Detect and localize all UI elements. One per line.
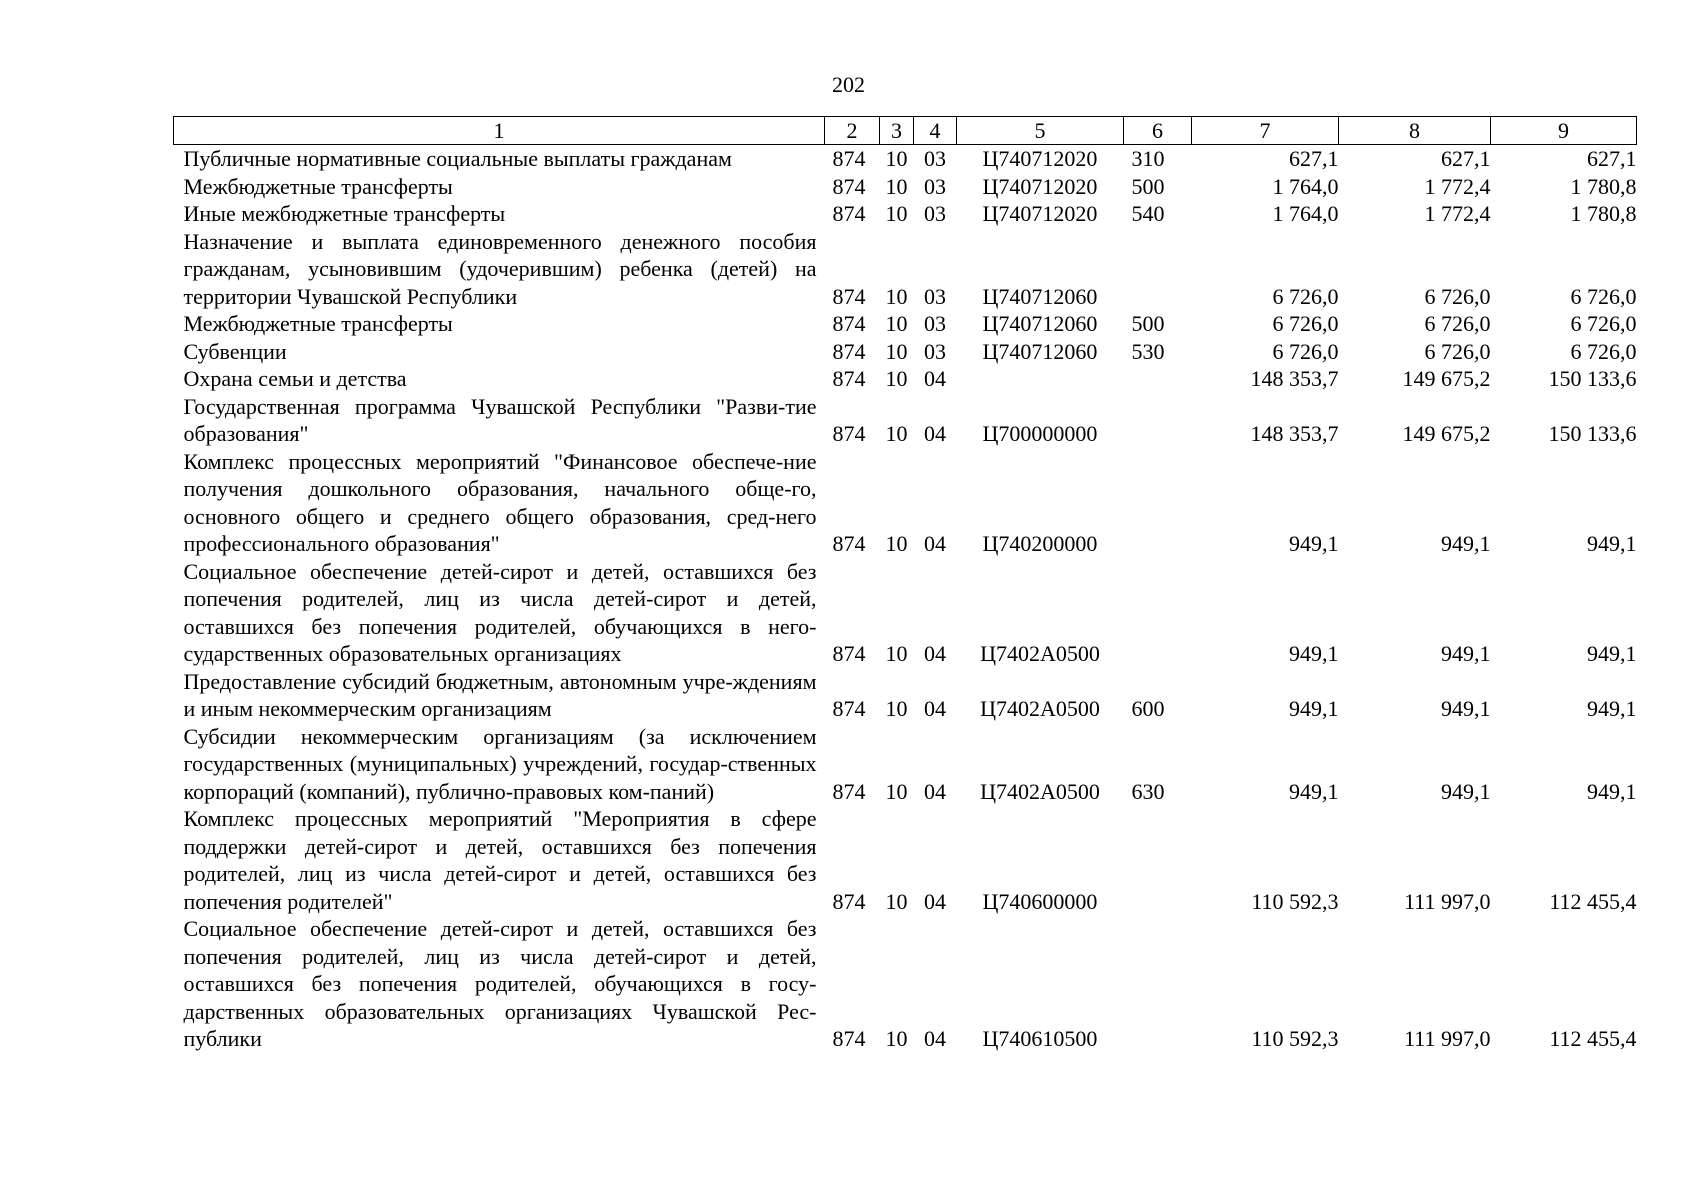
row-name: Субвенции (183, 338, 287, 364)
row-code-section: 10 (885, 421, 908, 446)
page-number: 202 (832, 72, 865, 97)
row-code-section: 10 (885, 531, 908, 556)
column-header-5: 5 (957, 117, 1124, 145)
row-amount-year-3: 150 133,6 (1548, 366, 1637, 391)
row-name: Государственная программа Чувашской Республики "Разви-тие образования" (183, 393, 817, 446)
row-code-expense-type: 500 (1131, 173, 1165, 199)
row-amount-year-3: 6 726,0 (1570, 283, 1637, 309)
row-code-admin: 874 (832, 338, 866, 364)
row-amount-year-1: 6 726,0 (1272, 311, 1339, 336)
row-code-target: Ц740712020 (982, 146, 1098, 171)
row-code-target: Ц740610500 (982, 1026, 1098, 1051)
row-code-target: Ц740712060 (982, 338, 1098, 364)
row-amount-year-3: 1 780,8 (1570, 173, 1637, 199)
row-amount-year-2: 149 675,2 (1402, 366, 1491, 391)
row-name: Иные межбюджетные трансферты (183, 201, 506, 226)
row-code-target: Ц740600000 (982, 888, 1098, 914)
row-code-expense-type: 630 (1131, 778, 1165, 804)
table-row (174, 338, 1637, 366)
row-code-section: 10 (885, 696, 908, 721)
row-code-admin: 874 (832, 778, 866, 804)
column-header-6: 6 (1124, 117, 1192, 145)
row-code-subsection: 04 (924, 888, 946, 914)
row-code-admin: 874 (832, 146, 866, 171)
row-amount-year-3: 949,1 (1587, 778, 1637, 804)
row-amount-year-1: 1 764,0 (1272, 201, 1339, 226)
column-header-2: 2 (825, 117, 880, 145)
row-amount-year-2: 949,1 (1441, 696, 1491, 721)
row-code-subsection: 03 (924, 338, 946, 364)
row-amount-year-2: 949,1 (1441, 641, 1491, 666)
table-row (174, 448, 1637, 558)
row-code-admin: 874 (832, 531, 866, 556)
row-amount-year-1: 110 592,3 (1251, 888, 1339, 914)
row-name: Назначение и выплата единовременного денежного пособия гражданам, усыновившим (удочерившим) ребенка (детей) на территории Чувашской Республики (183, 228, 817, 309)
row-code-subsection: 03 (924, 201, 946, 226)
row-code-subsection: 03 (924, 146, 946, 171)
row-name: Публичные нормативные социальные выплаты гражданам (183, 146, 732, 171)
row-code-subsection: 04 (924, 421, 946, 446)
row-code-section: 10 (885, 146, 908, 171)
row-amount-year-3: 112 455,4 (1549, 888, 1637, 914)
budget-table (173, 116, 1637, 1053)
row-code-target: Ц700000000 (982, 421, 1098, 446)
column-header-1: 1 (174, 117, 825, 145)
row-code-expense-type (1124, 228, 1192, 311)
row-code-section: 10 (885, 888, 908, 914)
row-name: Комплекс процессных мероприятий "Мероприятия в сфере поддержки детей-сирот и детей, оставшихся без попечения родителей, лиц из числа детей-сирот и детей, оставшихся без попечения родителей" (183, 806, 817, 914)
row-amount-year-1: 148 353,7 (1250, 421, 1339, 446)
row-code-target: Ц740712060 (982, 283, 1098, 309)
column-header-9: 9 (1491, 117, 1637, 145)
row-name: Субсидии некоммерческим организациям (за исключением государственных (муниципальных) учреждений, государ-ственных корпораций (компаний), публично-правовых ком-паний) (183, 723, 817, 804)
row-code-admin: 874 (832, 1026, 866, 1051)
row-amount-year-1: 6 726,0 (1272, 283, 1339, 309)
table-row (174, 310, 1637, 338)
row-name: Социальное обеспечение детей-сирот и детей, оставшихся без попечения родителей, лиц из числа детей-сирот и детей, оставшихся без попечения родителей, обучающихся в него-сударственных образовательных организациях (183, 558, 817, 666)
row-code-subsection: 04 (924, 1026, 946, 1051)
row-amount-year-3: 949,1 (1587, 696, 1637, 721)
row-amount-year-1: 949,1 (1289, 531, 1339, 556)
row-amount-year-1: 110 592,3 (1251, 1026, 1339, 1051)
row-amount-year-1: 949,1 (1289, 696, 1339, 721)
table-row (174, 228, 1637, 311)
row-code-target: Ц740712060 (982, 311, 1098, 336)
row-code-section: 10 (885, 338, 908, 364)
row-code-section: 10 (885, 201, 908, 226)
row-amount-year-3: 150 133,6 (1548, 421, 1637, 446)
column-header-8: 8 (1339, 117, 1491, 145)
table-row (174, 915, 1637, 1053)
row-code-subsection: 04 (924, 778, 946, 804)
row-amount-year-1: 1 764,0 (1272, 173, 1339, 199)
row-code-subsection: 03 (924, 311, 946, 336)
row-amount-year-2: 949,1 (1441, 531, 1491, 556)
table-row (174, 805, 1637, 915)
row-amount-year-2: 111 997,0 (1404, 1026, 1491, 1051)
row-code-expense-type: 600 (1131, 696, 1165, 721)
row-code-admin: 874 (832, 696, 866, 721)
row-amount-year-2: 6 726,0 (1424, 338, 1491, 364)
row-amount-year-3: 6 726,0 (1570, 311, 1637, 336)
table-body (174, 145, 1637, 1053)
row-code-section: 10 (885, 641, 908, 666)
row-amount-year-3: 627,1 (1587, 146, 1637, 171)
row-code-expense-type (1124, 448, 1192, 558)
table-row (174, 723, 1637, 806)
row-code-subsection: 04 (924, 696, 946, 721)
row-code-admin: 874 (832, 201, 866, 226)
table-row (174, 668, 1637, 723)
row-amount-year-3: 112 455,4 (1549, 1026, 1637, 1051)
row-code-expense-type: 530 (1131, 338, 1165, 364)
table-header (174, 117, 1637, 145)
table-row (174, 200, 1637, 228)
row-amount-year-1: 949,1 (1289, 641, 1339, 666)
row-code-expense-type: 540 (1131, 201, 1165, 226)
row-code-target (957, 365, 1124, 393)
row-code-admin: 874 (832, 366, 866, 391)
row-amount-year-2: 627,1 (1441, 146, 1491, 171)
row-amount-year-2: 111 997,0 (1404, 888, 1491, 914)
row-name: Межбюджетные трансферты (183, 173, 453, 199)
column-header-4: 4 (914, 117, 957, 145)
table-row (174, 558, 1637, 668)
row-name: Межбюджетные трансферты (183, 311, 453, 336)
row-amount-year-2: 149 675,2 (1402, 421, 1491, 446)
row-code-expense-type (1124, 915, 1192, 1053)
row-code-expense-type (1124, 805, 1192, 915)
row-amount-year-1: 627,1 (1289, 146, 1339, 171)
row-code-subsection: 03 (924, 283, 946, 309)
row-amount-year-3: 949,1 (1587, 531, 1637, 556)
row-code-subsection: 04 (924, 366, 946, 391)
row-code-expense-type (1124, 365, 1192, 393)
row-code-section: 10 (885, 283, 908, 309)
row-code-admin: 874 (832, 283, 866, 309)
table-row (174, 365, 1637, 393)
row-code-admin: 874 (832, 421, 866, 446)
table-row (174, 393, 1637, 448)
row-code-target: Ц740200000 (982, 531, 1098, 556)
row-amount-year-1: 6 726,0 (1272, 338, 1339, 364)
row-code-subsection: 04 (924, 531, 946, 556)
row-code-target: Ц7402А0500 (980, 778, 1100, 804)
row-code-section: 10 (885, 366, 908, 391)
row-code-admin: 874 (832, 641, 866, 666)
row-amount-year-3: 949,1 (1587, 641, 1637, 666)
row-amount-year-2: 1 772,4 (1424, 201, 1491, 226)
row-amount-year-1: 949,1 (1289, 778, 1339, 804)
row-name: Комплекс процессных мероприятий "Финансовое обеспече-ние получения дошкольного образования, начального обще-го, основного общего и среднего общего образования, сред-него профессионального образования" (183, 448, 817, 556)
column-header-7: 7 (1192, 117, 1339, 145)
row-name: Социальное обеспечение детей-сирот и детей, оставшихся без попечения родителей, лиц из числа детей-сирот и детей, оставшихся без попечения родителей, обучающихся в госу-дарственных образовательных организациях Чувашской Рес-публики (183, 916, 817, 1051)
row-code-target: Ц7402А0500 (980, 696, 1100, 721)
row-code-subsection: 03 (924, 173, 946, 199)
row-amount-year-2: 6 726,0 (1424, 283, 1491, 309)
row-code-admin: 874 (832, 173, 866, 199)
row-code-section: 10 (885, 1026, 908, 1051)
row-amount-year-1: 148 353,7 (1250, 366, 1339, 391)
row-code-target: Ц7402А0500 (980, 641, 1100, 666)
table-row (174, 173, 1637, 201)
row-code-target: Ц740712020 (982, 201, 1098, 226)
row-code-section: 10 (885, 311, 908, 336)
row-code-expense-type: 500 (1131, 311, 1165, 336)
row-code-section: 10 (885, 173, 908, 199)
column-header-3: 3 (880, 117, 914, 145)
row-name: Предоставление субсидий бюджетным, автономным учре-ждениям и иным некоммерческим организациям (183, 668, 817, 721)
row-code-section: 10 (885, 778, 908, 804)
row-code-admin: 874 (832, 311, 866, 336)
row-amount-year-2: 949,1 (1441, 778, 1491, 804)
row-amount-year-3: 6 726,0 (1570, 338, 1637, 364)
row-amount-year-2: 6 726,0 (1424, 311, 1491, 336)
row-name: Охрана семьи и детства (183, 366, 407, 391)
row-amount-year-2: 1 772,4 (1424, 173, 1491, 199)
row-code-expense-type (1124, 558, 1192, 668)
row-code-expense-type: 310 (1131, 146, 1165, 171)
row-code-target: Ц740712020 (982, 173, 1098, 199)
row-code-expense-type (1124, 393, 1192, 448)
row-amount-year-3: 1 780,8 (1570, 201, 1637, 226)
table-row (174, 145, 1637, 173)
row-code-subsection: 04 (924, 641, 946, 666)
header-row (174, 117, 1637, 145)
row-code-admin: 874 (832, 888, 866, 914)
